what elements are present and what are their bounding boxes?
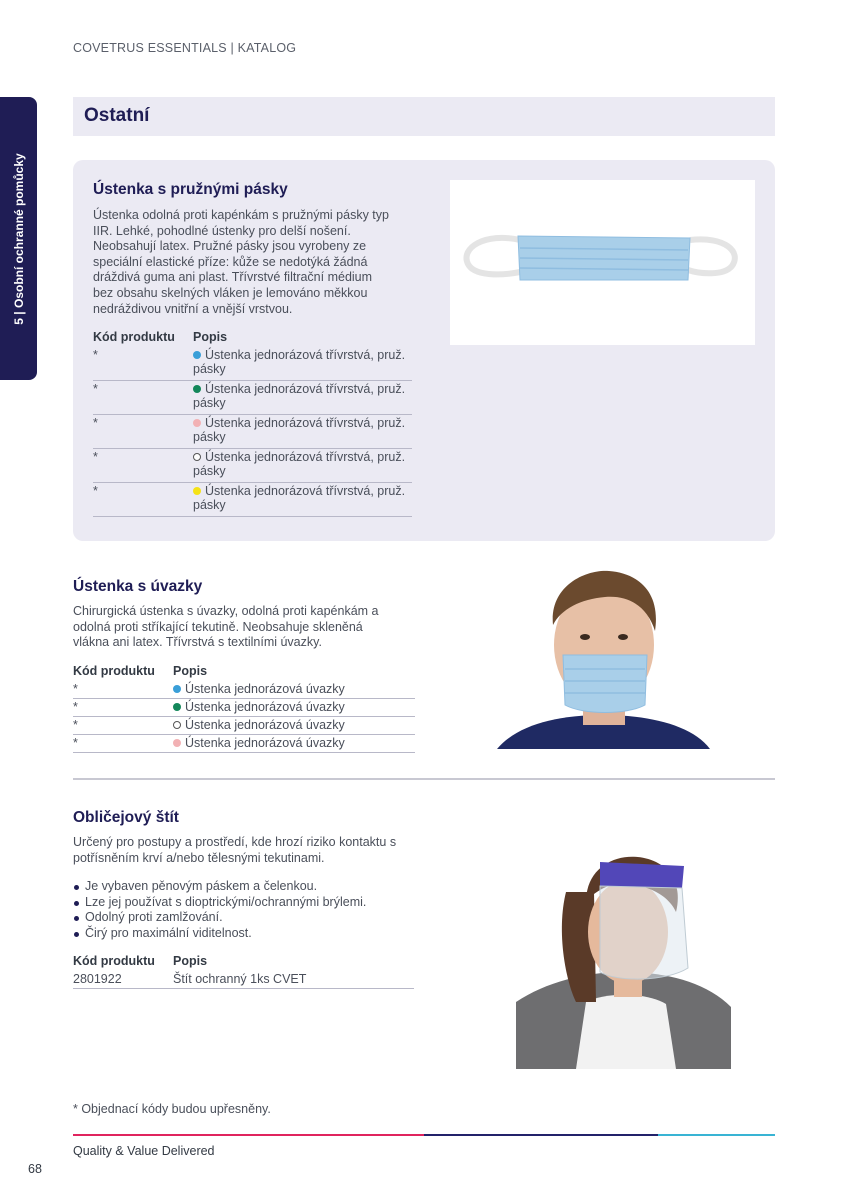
- face-shield-illustration: [516, 832, 731, 1069]
- face-shield-image: [516, 832, 731, 1069]
- feature-item: Čirý pro maximální viditelnost.: [73, 926, 366, 942]
- product-desc: [193, 450, 412, 482]
- product-title: Ústenka s úvazky: [73, 578, 203, 595]
- col-desc-header: Popis: [173, 954, 208, 968]
- section-title: Ostatní: [84, 105, 150, 126]
- color-swatch-icon: [193, 487, 201, 495]
- table-row: [93, 347, 412, 381]
- product-code: *: [93, 484, 98, 498]
- feature-item: Odolný proti zamlžování.: [73, 910, 366, 926]
- product-desc-text: Ústenka jednorázová úvazky: [185, 718, 345, 732]
- product-table: [73, 664, 415, 753]
- product-desc-text: Ústenka jednorázová třívrstvá, pruž. pásky: [193, 450, 406, 478]
- col-desc-header: Popis: [173, 664, 208, 678]
- product-title: Obličejový štít: [73, 809, 179, 826]
- feature-item: Je vybaven pěnovým páskem a čelenkou.: [73, 879, 366, 895]
- product-table: [73, 954, 414, 989]
- table-row: [93, 415, 412, 449]
- product-desc: [193, 416, 412, 448]
- table-row: [93, 483, 412, 517]
- product-desc: [173, 972, 414, 988]
- product-description: Ústenka odolná proti kapénkám s pružnými pásky typ IIR. Lehké, pohodlné ústenky pro delší nošení. Neobsahují latex. Pružné pásky jsou vyrobeny ze speciální elastické příze: kůže se nedotýká žádná dráždivá guma ani plast. Třívrstvé filtrační médium bez obsahu skelných vláken je lemováno měkkou nedráždivou vnitřní a vnější vrstvou.: [93, 208, 389, 316]
- col-code-header: Kód produktu: [73, 664, 155, 678]
- product-code: *: [93, 348, 98, 362]
- product-desc: [173, 682, 415, 698]
- table-row: [73, 735, 415, 753]
- table-header: [93, 330, 412, 347]
- product-desc-text: Ústenka jednorázová třívrstvá, pruž. pásky: [193, 484, 406, 512]
- color-swatch-icon: [173, 685, 181, 693]
- table-row: [73, 971, 414, 989]
- color-swatch-icon: [193, 453, 201, 461]
- product-desc: [193, 382, 412, 414]
- table-row: [73, 681, 415, 699]
- product-title: Ústenka s pružnými pásky: [93, 181, 288, 198]
- color-swatch-icon: [173, 703, 181, 711]
- table-header: [73, 664, 415, 681]
- masked-person-illustration: [497, 565, 710, 749]
- product-description: Chirurgická ústenka s úvazky, odolná proti kapénkám a odolná proti stříkající tekutině. Neobsahuje skleněná vlákna ani latex. Třívrstvá s textilními úvazky.: [73, 604, 379, 650]
- feature-list: [73, 879, 366, 941]
- product-desc-text: Ústenka jednorázová třívrstvá, pruž. pásky: [193, 348, 406, 376]
- product-code: *: [93, 382, 98, 396]
- product-code: *: [73, 718, 78, 732]
- section-header: [73, 97, 775, 136]
- table-row: [93, 449, 412, 483]
- table-row: [93, 381, 412, 415]
- col-desc-header: Popis: [193, 330, 228, 344]
- section-divider: [73, 778, 775, 780]
- footer-line-red: [73, 1134, 424, 1136]
- product-desc: [173, 718, 415, 734]
- color-swatch-icon: [193, 385, 201, 393]
- surgical-mask-illustration: [450, 180, 755, 345]
- catalog-header: COVETRUS ESSENTIALS | KATALOG: [73, 41, 297, 55]
- chapter-side-tab: [0, 97, 37, 380]
- product-desc-text: Ústenka jednorázová úvazky: [185, 736, 345, 750]
- product-desc-text: Štít ochranný 1ks CVET: [173, 972, 307, 986]
- product-code: *: [73, 682, 78, 696]
- product-code: *: [73, 700, 78, 714]
- color-swatch-icon: [193, 351, 201, 359]
- chapter-label: 5 | Osobní ochranné pomůcky: [11, 152, 26, 325]
- color-swatch-icon: [173, 739, 181, 747]
- footnote: * Objednací kódy budou upřesněny.: [73, 1102, 271, 1116]
- feature-item: Lze jej používat s dioptrickými/ochrannými brýlemi.: [73, 895, 366, 911]
- product-desc: [193, 484, 412, 516]
- color-swatch-icon: [193, 419, 201, 427]
- person-wearing-mask-image: [497, 565, 710, 749]
- col-code-header: Kód produktu: [73, 954, 155, 968]
- product-description: Určený pro postupy a prostředí, kde hrozí riziko kontaktu s potřísněním krví a/nebo tělesnými tekutinami.: [73, 835, 397, 865]
- elastic-mask-image: [450, 180, 755, 345]
- product-table: [93, 330, 412, 517]
- table-row: [73, 717, 415, 735]
- color-swatch-icon: [173, 721, 181, 729]
- product-desc: [173, 736, 415, 752]
- page-number: 68: [28, 1162, 42, 1176]
- table-header: [73, 954, 414, 971]
- footer-line-cyan: [658, 1134, 775, 1136]
- product-code: *: [73, 736, 78, 750]
- footer-tagline: Quality & Value Delivered: [73, 1144, 215, 1158]
- product-desc-text: Ústenka jednorázová třívrstvá, pruž. pásky: [193, 416, 406, 444]
- product-desc-text: Ústenka jednorázová úvazky: [185, 700, 345, 714]
- product-desc: [193, 348, 412, 380]
- col-code-header: Kód produktu: [93, 330, 175, 344]
- footer-line-navy: [424, 1134, 658, 1136]
- product-desc: [173, 700, 415, 716]
- product-code: 2801922: [73, 972, 122, 986]
- product-desc-text: Ústenka jednorázová úvazky: [185, 682, 345, 696]
- product-code: *: [93, 416, 98, 430]
- product-desc-text: Ústenka jednorázová třívrstvá, pruž. pásky: [193, 382, 406, 410]
- table-row: [73, 699, 415, 717]
- product-code: *: [93, 450, 98, 464]
